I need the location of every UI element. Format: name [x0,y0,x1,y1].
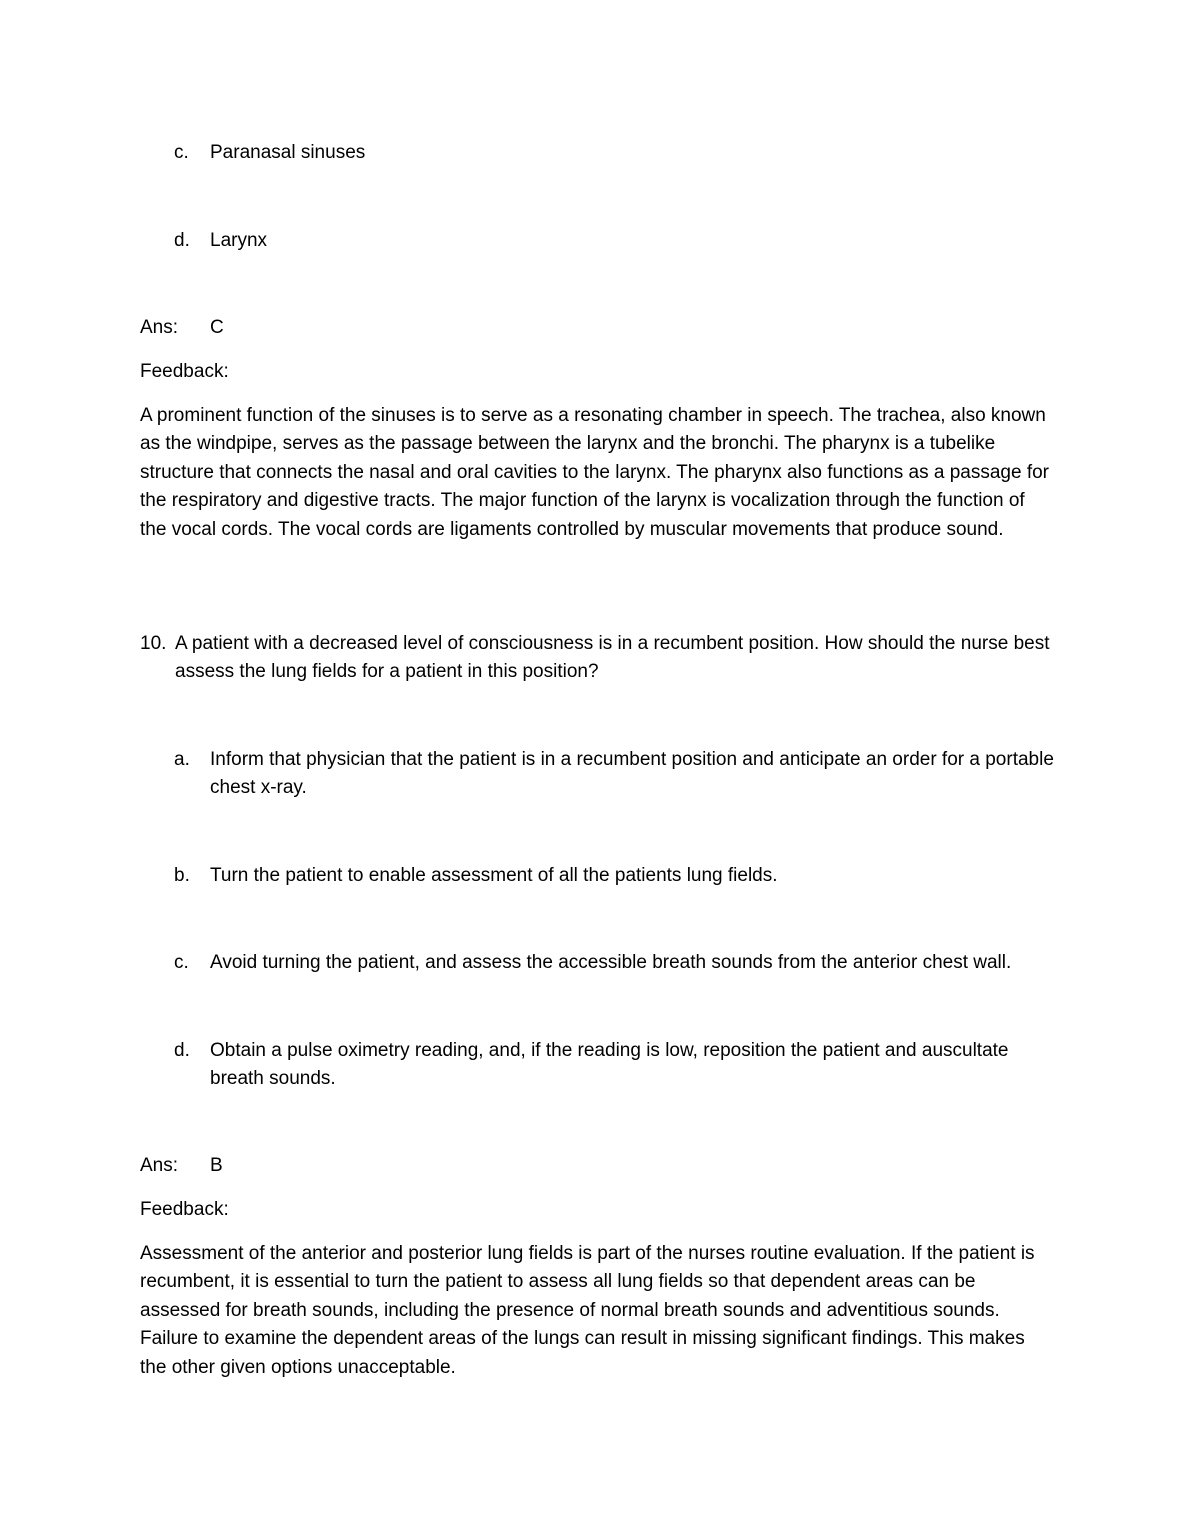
answer-value: B [210,1155,223,1176]
option-text: Larynx [210,230,268,251]
q10-feedback-text: Assessment of the anterior and posterior lung fields is part of the nurses routine evaluation. If the patient is recumbent, it is essential to turn the patient to assess all lung fields so that dependent areas can be assessed for breath sounds, including the presence of normal breath sounds and adventitious sounds. Failure to examine the dependent areas of the lungs can result in missing significant findings. This makes the other given options unacceptable. [140,1243,1035,1378]
prev-answer [140,314,224,342]
prev-option-d [174,227,1054,255]
prev-option-c [174,139,1054,167]
option-text: Turn the patient to enable assessment of all the patients lung fields. [210,865,778,886]
option-letter: a. [174,749,190,770]
answer-value: C [210,317,224,338]
option-letter: b. [174,865,190,886]
option-text: Inform that physician that the patient is in a recumbent position and anticipate an order for a portable chest x-ray. [210,749,1054,799]
question-stem: A patient with a decreased level of consciousness is in a recumbent position. How should the nurse best assess the lung fields for a patient in this position? [175,633,1050,683]
prev-feedback-label: Feedback: [140,361,229,382]
answer-label: Ans: [140,317,179,338]
option-text: Obtain a pulse oximetry reading, and, if the reading is low, reposition the patient and auscultate breath sounds. [210,1040,1009,1090]
q10-feedback-label: Feedback: [140,1199,229,1220]
answer-label: Ans: [140,1155,179,1176]
option-letter: c. [174,142,189,163]
q10-option-b [174,862,1054,890]
q10-option-a [174,746,1054,803]
q10-option-c [174,949,1054,977]
q10-answer [140,1152,223,1180]
q10-option-d [174,1037,1054,1094]
option-letter: d. [174,1040,190,1061]
option-letter: c. [174,952,189,973]
option-text: Avoid turning the patient, and assess the accessible breath sounds from the anterior chest wall. [210,952,1012,973]
question-number: 10. [140,633,167,654]
prev-feedback-text: A prominent function of the sinuses is to serve as a resonating chamber in speech. The trachea, also known as the windpipe, serves as the passage between the larynx and the bronchi. The pharynx is a tubelike structure that connects the nasal and oral cavities to the larynx. The pharynx also functions as a passage for the respiratory and digestive tracts. The major function of the larynx is vocalization through the function of the vocal cords. The vocal cords are ligaments controlled by muscular movements that produce sound. [140,405,1049,540]
question-10 [140,630,1050,687]
option-text: Paranasal sinuses [210,142,366,163]
option-letter: d. [174,230,190,251]
